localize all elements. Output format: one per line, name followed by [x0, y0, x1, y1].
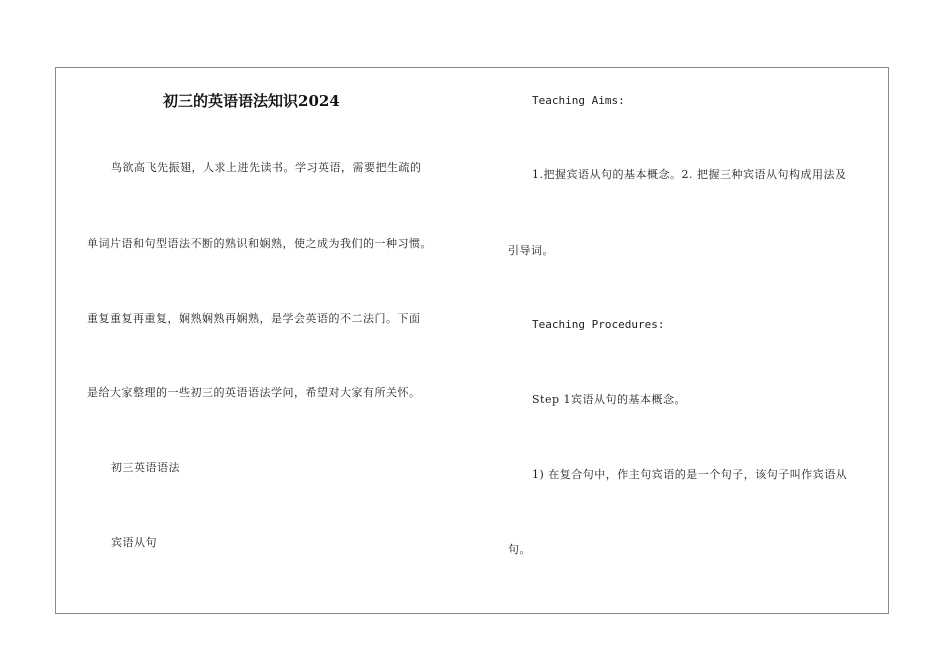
intro-paragraph-line-4: 是给大家整理的一些初三的英语语法学问，希望对大家有所关怀。 — [87, 386, 421, 399]
teaching-aims-heading: Teaching Aims: — [532, 94, 625, 107]
intro-paragraph-line-2: 单词片语和句型语法不断的熟识和娴熟，使之成为我们的一种习惯。 — [87, 237, 432, 250]
step-1-heading: Step 1宾语从句的基本概念。 — [532, 393, 687, 406]
teaching-procedures-heading: Teaching Procedures: — [532, 318, 665, 331]
teaching-aims-line-1: 1.把握宾语从句的基本概念。2. 把握三种宾语从句构成用法及 — [532, 168, 847, 181]
point-1-line-2: 句。 — [508, 543, 531, 556]
document-page-frame — [55, 67, 889, 614]
teaching-aims-line-2: 引导词。 — [508, 244, 554, 257]
document-title: 初三的英语语法知识2024 — [163, 92, 340, 110]
point-1-line-1: 1) 在复合句中，作主句宾语的是一个句子，该句子叫作宾语从 — [532, 468, 848, 481]
subsection-heading: 宾语从句 — [111, 536, 157, 549]
section-heading: 初三英语语法 — [111, 461, 180, 474]
intro-paragraph-line-1: 鸟欲高飞先振翅，人求上进先读书。学习英语，需要把生疏的 — [111, 161, 422, 174]
intro-paragraph-line-3: 重复重复再重复，娴熟娴熟再娴熟，是学会英语的不二法门。下面 — [87, 312, 421, 325]
